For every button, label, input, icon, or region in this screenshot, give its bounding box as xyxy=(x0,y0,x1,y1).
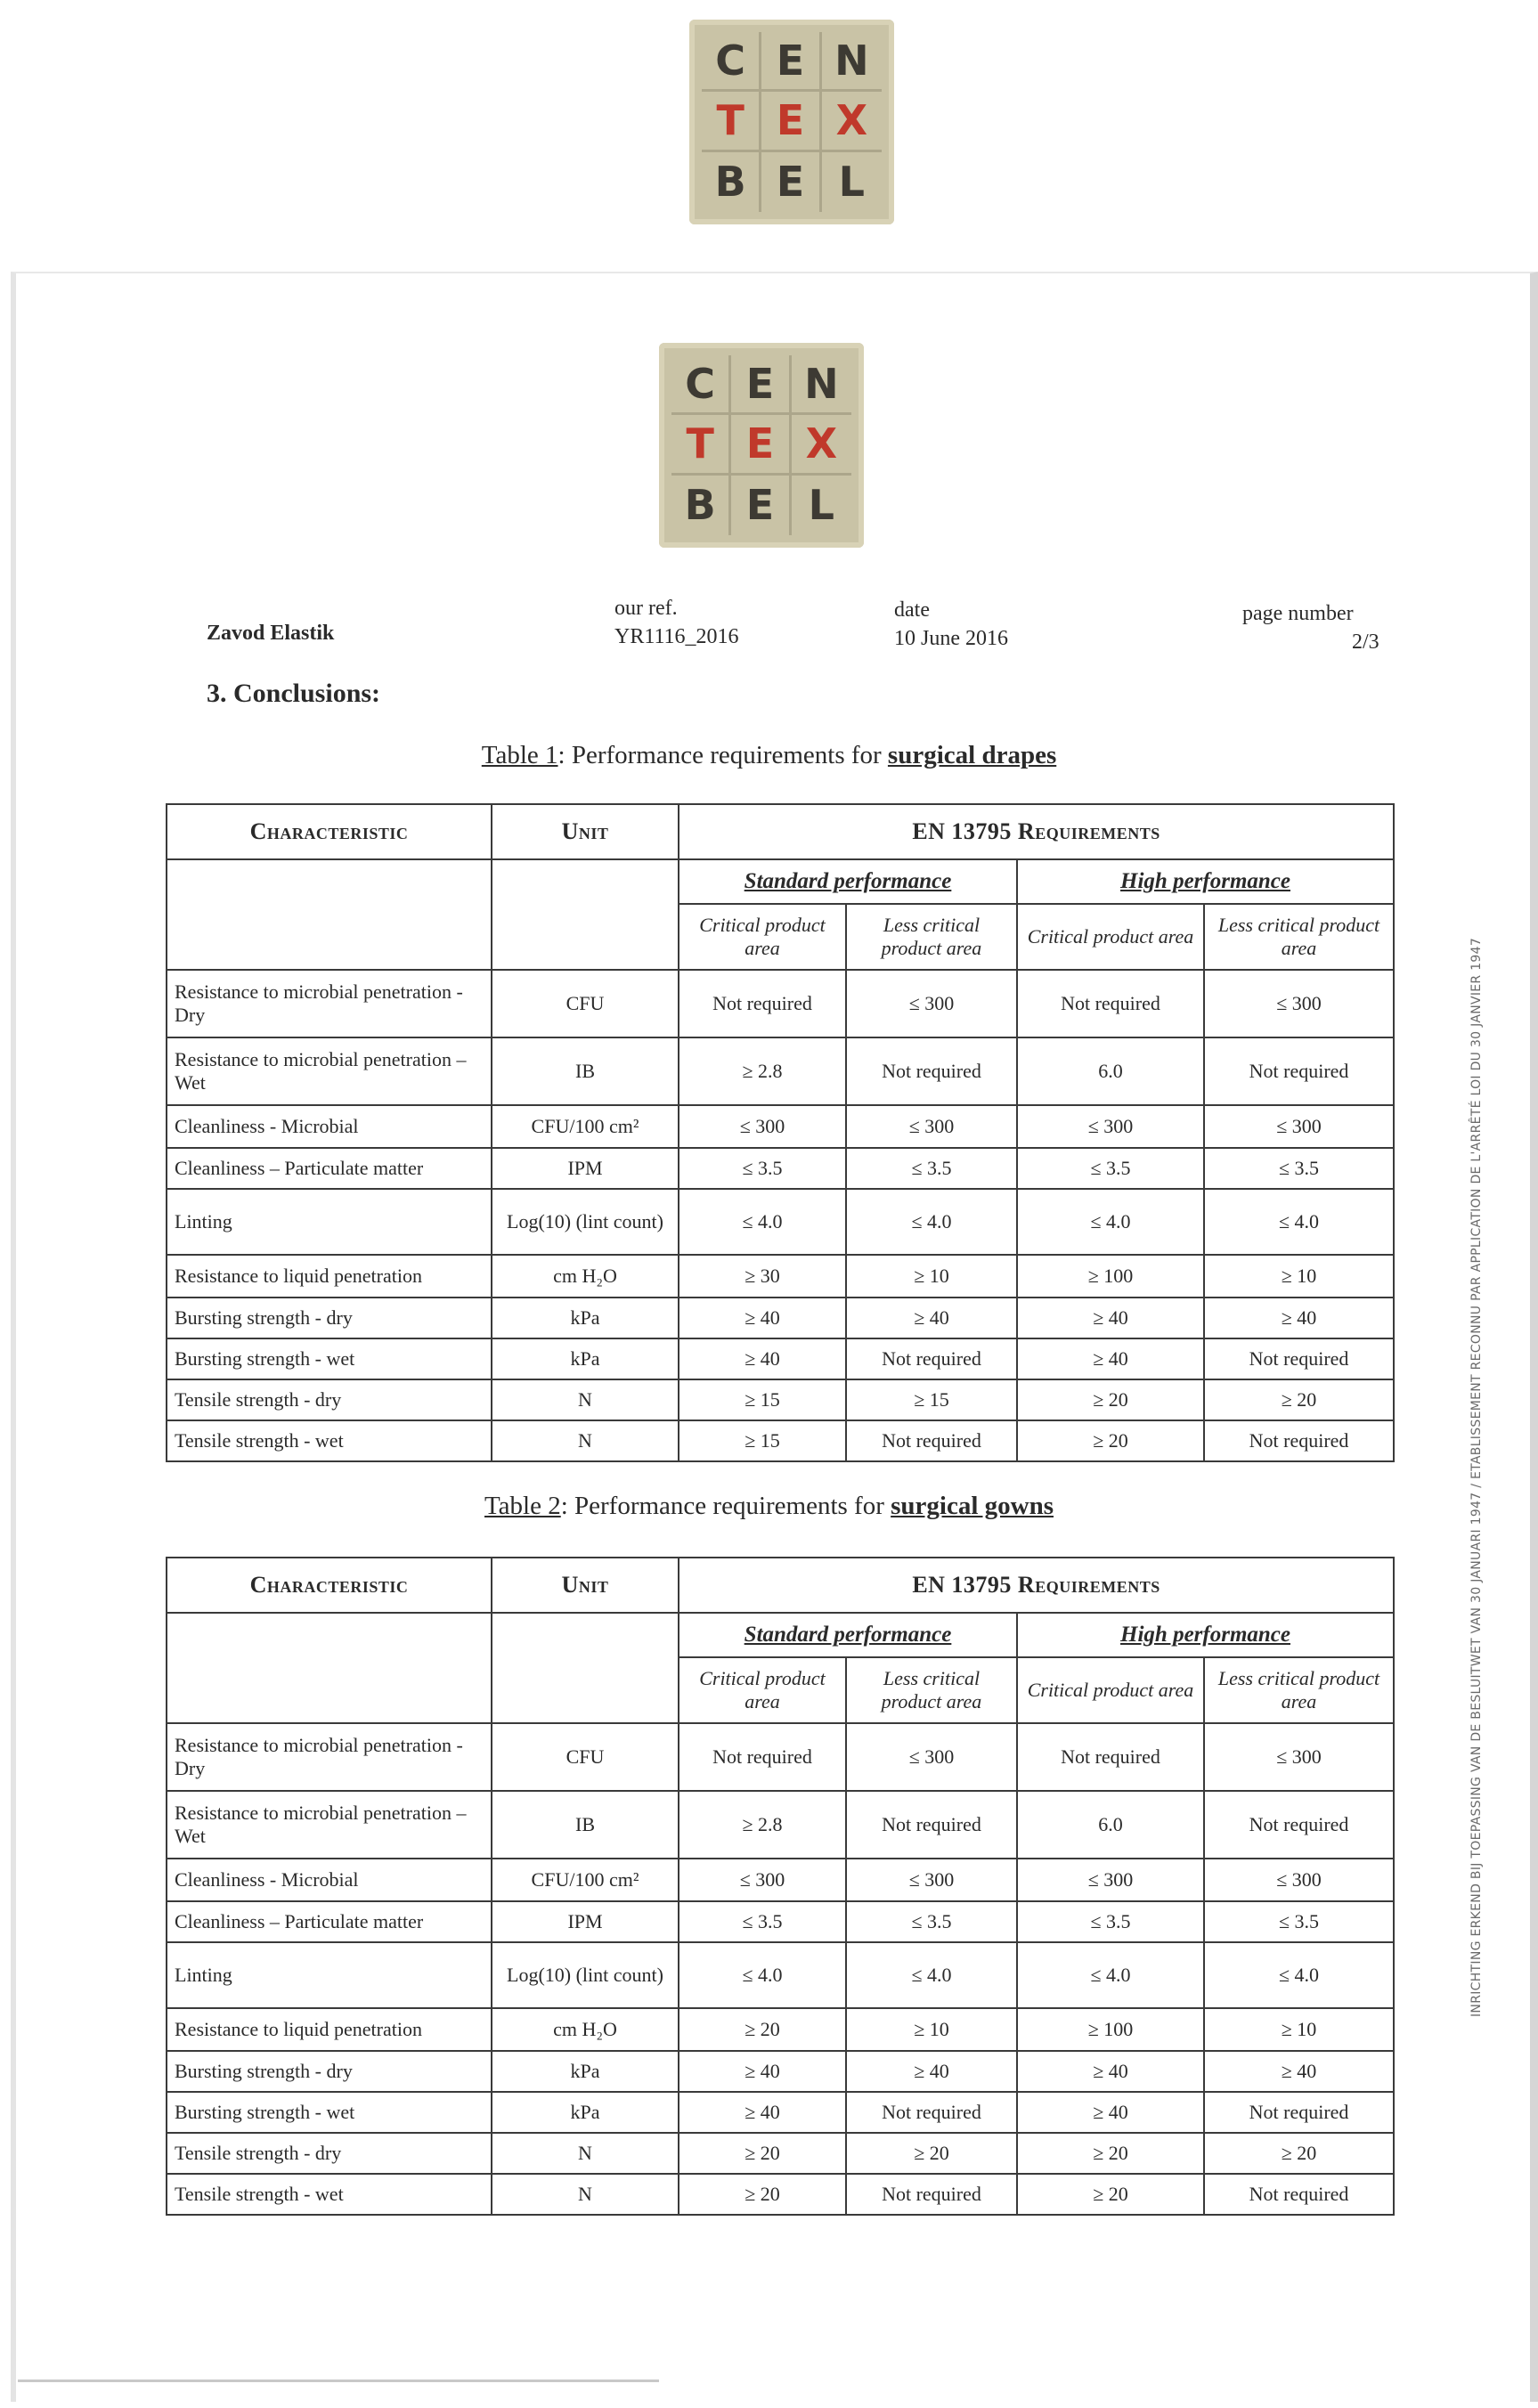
unit-cell: cm H₂O xyxy=(492,1255,679,1298)
header-blank xyxy=(167,1613,492,1723)
standard-critical-cell: ≥ 40 xyxy=(679,2092,846,2133)
centexbel-logo-top xyxy=(689,20,894,224)
header-less-critical-area: Less critical product area xyxy=(1204,1657,1394,1723)
standard-less-critical-cell: ≥ 10 xyxy=(846,2008,1017,2051)
characteristic-cell: Resistance to liquid penetration xyxy=(167,2008,492,2051)
high-less-critical-cell: ≤ 4.0 xyxy=(1204,1942,1394,2008)
header-high-performance: High performance xyxy=(1017,859,1394,904)
high-critical-cell: Not required xyxy=(1017,970,1204,1037)
high-less-critical-cell: Not required xyxy=(1204,1420,1394,1461)
high-less-critical-cell: Not required xyxy=(1204,1338,1394,1379)
high-less-critical-cell: ≥ 10 xyxy=(1204,1255,1394,1298)
characteristic-cell: Tensile strength - dry xyxy=(167,2133,492,2174)
standard-critical-cell: ≥ 20 xyxy=(679,2174,846,2215)
unit-cell: kPa xyxy=(492,2092,679,2133)
table-row xyxy=(167,2092,1394,2133)
table-row xyxy=(167,1723,1394,1791)
standard-critical-cell: ≤ 4.0 xyxy=(679,1942,846,2008)
standard-less-critical-cell: Not required xyxy=(846,1791,1017,1859)
logo-letter: N xyxy=(822,32,882,92)
standard-critical-cell: ≥ 30 xyxy=(679,1255,846,1298)
characteristic-cell: Resistance to microbial penetration – Wet xyxy=(167,1037,492,1105)
our-ref-value: YR1116_2016 xyxy=(614,625,739,648)
high-less-critical-cell: Not required xyxy=(1204,1037,1394,1105)
logo-letter: E xyxy=(731,415,791,475)
centexbel-logo xyxy=(659,343,864,548)
standard-critical-cell: ≤ 300 xyxy=(679,1859,846,1901)
high-less-critical-cell: ≥ 40 xyxy=(1204,1298,1394,1338)
unit-cell: Log(10) (lint count) xyxy=(492,1942,679,2008)
table-row xyxy=(167,2051,1394,2092)
standard-less-critical-cell: Not required xyxy=(846,1338,1017,1379)
characteristic-cell: Tensile strength - wet xyxy=(167,2174,492,2215)
header-blank xyxy=(167,859,492,970)
standard-critical-cell: ≥ 20 xyxy=(679,2133,846,2174)
header-high-performance: High performance xyxy=(1017,1613,1394,1657)
standard-less-critical-cell: ≤ 3.5 xyxy=(846,1148,1017,1189)
date-label: date xyxy=(894,598,930,622)
logo-letter: N xyxy=(792,355,851,415)
characteristic-cell: Resistance to liquid penetration xyxy=(167,1255,492,1298)
unit-cell: CFU/100 cm² xyxy=(492,1859,679,1901)
unit-cell: N xyxy=(492,1379,679,1420)
caption-prefix: Table 1 xyxy=(481,741,558,769)
standard-critical-cell: ≥ 40 xyxy=(679,1298,846,1338)
logo-letter: L xyxy=(838,158,865,207)
high-critical-cell: ≤ 4.0 xyxy=(1017,1942,1204,2008)
standard-less-critical-cell: ≤ 4.0 xyxy=(846,1942,1017,2008)
logo-letter: E xyxy=(731,355,791,415)
characteristic-cell: Bursting strength - wet xyxy=(167,2092,492,2133)
unit-cell: Log(10) (lint count) xyxy=(492,1189,679,1255)
standard-less-critical-cell: ≤ 3.5 xyxy=(846,1901,1017,1942)
characteristic-cell: Linting xyxy=(167,1189,492,1255)
caption-mid: : Performance requirements for xyxy=(560,1492,891,1520)
header-unit: Unit xyxy=(492,804,679,859)
table-row xyxy=(167,970,1394,1037)
standard-less-critical-cell: Not required xyxy=(846,1037,1017,1105)
unit-cell: CFU/100 cm² xyxy=(492,1105,679,1148)
standard-less-critical-cell: ≥ 40 xyxy=(846,1298,1017,1338)
characteristic-cell: Cleanliness – Particulate matter xyxy=(167,1901,492,1942)
high-critical-cell: Not required xyxy=(1017,1723,1204,1791)
characteristic-cell: Cleanliness - Microbial xyxy=(167,1105,492,1148)
high-less-critical-cell: ≥ 40 xyxy=(1204,2051,1394,2092)
page-number-value: 2/3 xyxy=(1352,630,1379,654)
standard-critical-cell: ≤ 3.5 xyxy=(679,1901,846,1942)
header-blank xyxy=(492,1613,679,1723)
standard-critical-cell: ≥ 15 xyxy=(679,1379,846,1420)
logo-letter: E xyxy=(761,32,821,92)
header-requirements: EN 13795 Requirements xyxy=(679,1558,1394,1613)
table-row xyxy=(167,1148,1394,1189)
characteristic-cell: Bursting strength - dry xyxy=(167,1298,492,1338)
standard-less-critical-cell: ≥ 15 xyxy=(846,1379,1017,1420)
characteristic-cell: Linting xyxy=(167,1942,492,2008)
high-less-critical-cell: ≤ 4.0 xyxy=(1204,1189,1394,1255)
standard-critical-cell: ≥ 2.8 xyxy=(679,1037,846,1105)
unit-cell: N xyxy=(492,1420,679,1461)
table-row xyxy=(167,1942,1394,2008)
logo-letter: B xyxy=(671,476,731,535)
high-less-critical-cell: ≥ 20 xyxy=(1204,2133,1394,2174)
unit-cell: N xyxy=(492,2133,679,2174)
requirements-table-gowns xyxy=(166,1557,1395,2216)
high-critical-cell: ≥ 40 xyxy=(1017,1298,1204,1338)
caption-prefix: Table 2 xyxy=(484,1492,561,1520)
header-critical-area: Critical product area xyxy=(679,904,846,970)
standard-less-critical-cell: ≤ 300 xyxy=(846,1859,1017,1901)
logo-letter: E xyxy=(761,152,821,212)
standard-critical-cell: ≥ 40 xyxy=(679,2051,846,2092)
logo-letter: T xyxy=(671,415,731,475)
high-critical-cell: ≤ 4.0 xyxy=(1017,1189,1204,1255)
high-critical-cell: ≥ 20 xyxy=(1017,1420,1204,1461)
unit-cell: CFU xyxy=(492,970,679,1037)
unit-cell: CFU xyxy=(492,1723,679,1791)
high-less-critical-cell: ≥ 10 xyxy=(1204,2008,1394,2051)
table-row xyxy=(167,1791,1394,1859)
standard-less-critical-cell: ≥ 40 xyxy=(846,2051,1017,2092)
high-critical-cell: 6.0 xyxy=(1017,1791,1204,1859)
table-row xyxy=(167,1037,1394,1105)
table-row xyxy=(167,1189,1394,1255)
header-blank xyxy=(492,859,679,970)
table-row xyxy=(167,1901,1394,1942)
high-critical-cell: ≤ 3.5 xyxy=(1017,1901,1204,1942)
logo-letter: C xyxy=(671,355,731,415)
unit-cell: IPM xyxy=(492,1148,679,1189)
unit-cell: IPM xyxy=(492,1901,679,1942)
high-critical-cell: ≥ 100 xyxy=(1017,1255,1204,1298)
header-unit: Unit xyxy=(492,1558,679,1613)
header-less-critical-area: Less critical product area xyxy=(846,904,1017,970)
logo-grid xyxy=(671,355,851,535)
header-standard-performance: Standard performance xyxy=(679,859,1017,904)
standard-less-critical-cell: ≤ 300 xyxy=(846,1105,1017,1148)
table-row xyxy=(167,1298,1394,1338)
standard-critical-cell: ≥ 2.8 xyxy=(679,1791,846,1859)
high-less-critical-cell: ≤ 3.5 xyxy=(1204,1148,1394,1189)
header-critical-area: Critical product area xyxy=(1017,1657,1204,1723)
characteristic-cell: Resistance to microbial penetration – Wet xyxy=(167,1791,492,1859)
logo-letter: C xyxy=(702,32,761,92)
standard-less-critical-cell: ≤ 300 xyxy=(846,1723,1017,1791)
page-bottom-edge xyxy=(18,2380,659,2382)
header-less-critical-area: Less critical product area xyxy=(846,1657,1017,1723)
high-less-critical-cell: ≥ 20 xyxy=(1204,1379,1394,1420)
caption-mid: : Performance requirements for xyxy=(557,741,888,769)
high-critical-cell: ≤ 300 xyxy=(1017,1859,1204,1901)
legal-side-text: INRICHTING ERKEND BIJ TOEPASSING VAN DE BESLUITWET VAN 30 JANUARI 1947 / ETABLISSEMENT RECONNU PAR APPLICATION DE L'ARRÊTÉ LOI DU 30 JANVIER 1947 xyxy=(1469,937,1484,2017)
date-value: 10 June 2016 xyxy=(894,627,1008,650)
table-row xyxy=(167,1255,1394,1298)
unit-cell: IB xyxy=(492,1037,679,1105)
table-row xyxy=(167,1420,1394,1461)
characteristic-cell: Bursting strength - wet xyxy=(167,1338,492,1379)
header-characteristic: Characteristic xyxy=(167,1558,492,1613)
header-critical-area: Critical product area xyxy=(1017,904,1204,970)
logo-letter: B xyxy=(702,152,761,212)
high-critical-cell: ≥ 20 xyxy=(1017,1379,1204,1420)
standard-critical-cell: ≥ 15 xyxy=(679,1420,846,1461)
unit-cell: kPa xyxy=(492,1338,679,1379)
logo-letter: E xyxy=(731,476,791,535)
high-critical-cell: ≤ 300 xyxy=(1017,1105,1204,1148)
unit-cell: cm H₂O xyxy=(492,2008,679,2051)
high-less-critical-cell: ≤ 300 xyxy=(1204,970,1394,1037)
standard-critical-cell: Not required xyxy=(679,970,846,1037)
high-critical-cell: ≥ 40 xyxy=(1017,1338,1204,1379)
section-title: 3. Conclusions: xyxy=(207,679,381,708)
standard-less-critical-cell: Not required xyxy=(846,1420,1017,1461)
standard-less-critical-cell: ≥ 10 xyxy=(846,1255,1017,1298)
our-ref-label: our ref. xyxy=(614,597,678,620)
high-less-critical-cell: Not required xyxy=(1204,2092,1394,2133)
caption-subject: surgical gowns xyxy=(891,1492,1054,1520)
table-row xyxy=(167,1338,1394,1379)
logo-letter: L xyxy=(808,481,834,530)
company-name: Zavod Elastik xyxy=(207,622,335,645)
unit-cell: kPa xyxy=(492,2051,679,2092)
high-less-critical-cell: ≤ 3.5 xyxy=(1204,1901,1394,1942)
table-body xyxy=(167,804,1394,1461)
header-characteristic: Characteristic xyxy=(167,804,492,859)
characteristic-cell: Cleanliness – Particulate matter xyxy=(167,1148,492,1189)
characteristic-cell: Tensile strength - wet xyxy=(167,1420,492,1461)
high-critical-cell: ≥ 40 xyxy=(1017,2051,1204,2092)
standard-less-critical-cell: Not required xyxy=(846,2092,1017,2133)
high-critical-cell: 6.0 xyxy=(1017,1037,1204,1105)
standard-critical-cell: Not required xyxy=(679,1723,846,1791)
unit-cell: N xyxy=(492,2174,679,2215)
high-critical-cell: ≤ 3.5 xyxy=(1017,1148,1204,1189)
standard-less-critical-cell: ≤ 300 xyxy=(846,970,1017,1037)
standard-critical-cell: ≥ 40 xyxy=(679,1338,846,1379)
table-row xyxy=(167,1105,1394,1148)
characteristic-cell: Tensile strength - dry xyxy=(167,1379,492,1420)
table-row xyxy=(167,1379,1394,1420)
table-row xyxy=(167,1859,1394,1901)
standard-critical-cell: ≤ 300 xyxy=(679,1105,846,1148)
logo-grid xyxy=(702,32,882,212)
table-2-caption xyxy=(0,1492,1538,1521)
high-less-critical-cell: ≤ 300 xyxy=(1204,1723,1394,1791)
high-less-critical-cell: Not required xyxy=(1204,1791,1394,1859)
header-requirements: EN 13795 Requirements xyxy=(679,804,1394,859)
table-row xyxy=(167,2174,1394,2215)
requirements-table-drapes xyxy=(166,803,1395,1462)
unit-cell: kPa xyxy=(492,1298,679,1338)
standard-critical-cell: ≤ 3.5 xyxy=(679,1148,846,1189)
characteristic-cell: Bursting strength - dry xyxy=(167,2051,492,2092)
table-row xyxy=(167,2008,1394,2051)
logo-letter: T xyxy=(702,92,761,151)
page-number-label: page number xyxy=(1242,602,1354,625)
table-1-caption xyxy=(0,741,1538,770)
logo-letter: X xyxy=(792,415,851,475)
characteristic-cell: Resistance to microbial penetration - Dry xyxy=(167,970,492,1037)
standard-less-critical-cell: ≤ 4.0 xyxy=(846,1189,1017,1255)
characteristic-cell: Resistance to microbial penetration - Dry xyxy=(167,1723,492,1791)
header-standard-performance: Standard performance xyxy=(679,1613,1017,1657)
logo-letter: X xyxy=(822,92,882,151)
table-row xyxy=(167,2133,1394,2174)
high-less-critical-cell: ≤ 300 xyxy=(1204,1859,1394,1901)
high-less-critical-cell: Not required xyxy=(1204,2174,1394,2215)
header-critical-area: Critical product area xyxy=(679,1657,846,1723)
high-critical-cell: ≥ 20 xyxy=(1017,2174,1204,2215)
high-critical-cell: ≥ 20 xyxy=(1017,2133,1204,2174)
caption-subject: surgical drapes xyxy=(887,741,1057,769)
standard-critical-cell: ≤ 4.0 xyxy=(679,1189,846,1255)
standard-critical-cell: ≥ 20 xyxy=(679,2008,846,2051)
standard-less-critical-cell: Not required xyxy=(846,2174,1017,2215)
characteristic-cell: Cleanliness - Microbial xyxy=(167,1859,492,1901)
table-body xyxy=(167,1558,1394,2215)
standard-less-critical-cell: ≥ 20 xyxy=(846,2133,1017,2174)
high-critical-cell: ≥ 40 xyxy=(1017,2092,1204,2133)
logo-letter: E xyxy=(761,92,821,151)
high-less-critical-cell: ≤ 300 xyxy=(1204,1105,1394,1148)
header-less-critical-area: Less critical product area xyxy=(1204,904,1394,970)
high-critical-cell: ≥ 100 xyxy=(1017,2008,1204,2051)
unit-cell: IB xyxy=(492,1791,679,1859)
